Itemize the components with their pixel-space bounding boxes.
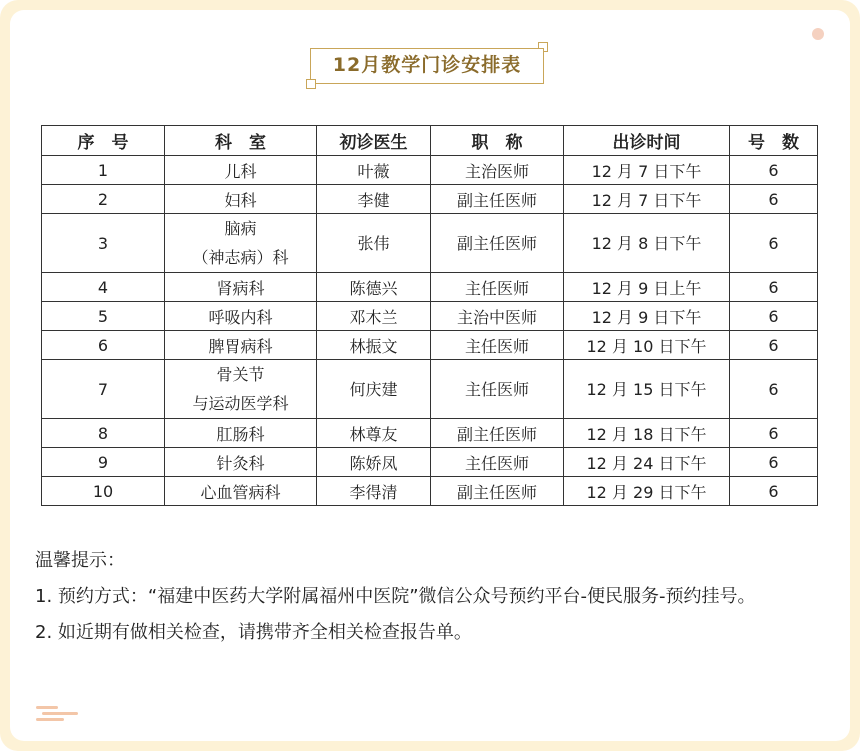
header-title: 职 称 (431, 126, 564, 156)
table-row (42, 331, 818, 360)
tips-item: 1. 预约方式：“福建中医药大学附属福州中医院”微信公众号预约平台-便民服务-预约挂号。 (35, 586, 756, 607)
cell-number: 3 (42, 214, 165, 273)
table-row (42, 302, 818, 331)
cell-department: 针灸科 (165, 448, 317, 477)
table-row (42, 156, 818, 185)
cell-doctor: 叶薇 (317, 156, 431, 185)
cell-count: 6 (730, 185, 818, 214)
cell-title: 副主任医师 (431, 477, 564, 506)
cell-time: 12 月 9 日上午 (564, 273, 730, 302)
decorative-dot (812, 28, 824, 40)
cell-time: 12 月 29 日下午 (564, 477, 730, 506)
cell-doctor: 林尊友 (317, 419, 431, 448)
table-row (42, 214, 818, 273)
cell-doctor: 林振文 (317, 331, 431, 360)
cell-department: 肾病科 (165, 273, 317, 302)
table-row (42, 448, 818, 477)
schedule-table (41, 125, 818, 506)
cell-doctor: 陈娇凤 (317, 448, 431, 477)
cell-count: 6 (730, 156, 818, 185)
cell-time: 12 月 10 日下午 (564, 331, 730, 360)
cell-department (165, 360, 317, 419)
cell-count: 6 (730, 477, 818, 506)
cell-title: 主任医师 (431, 448, 564, 477)
cell-title: 主任医师 (431, 360, 564, 419)
table-header-row (42, 126, 818, 156)
cell-title: 副主任医师 (431, 419, 564, 448)
header-department: 科 室 (165, 126, 317, 156)
cell-department: 呼吸内科 (165, 302, 317, 331)
department-line: （神志病）科 (192, 248, 289, 267)
cell-number: 10 (42, 477, 165, 506)
table-row (42, 185, 818, 214)
cell-doctor: 李健 (317, 185, 431, 214)
cell-time: 12 月 7 日下午 (564, 185, 730, 214)
cell-department: 儿科 (165, 156, 317, 185)
header-count: 号 数 (730, 126, 818, 156)
table-row (42, 360, 818, 419)
cell-number: 6 (42, 331, 165, 360)
cell-count: 6 (730, 448, 818, 477)
cell-title: 主治中医师 (431, 302, 564, 331)
cell-title: 副主任医师 (431, 214, 564, 273)
header-doctor: 初诊医生 (317, 126, 431, 156)
header-time: 出诊时间 (564, 126, 730, 156)
cell-department (165, 214, 317, 273)
cell-number: 2 (42, 185, 165, 214)
table-row (42, 477, 818, 506)
cell-department: 心血管病科 (165, 477, 317, 506)
table-row (42, 273, 818, 302)
cell-department: 妇科 (165, 185, 317, 214)
cell-number: 4 (42, 273, 165, 302)
cell-doctor: 邓木兰 (317, 302, 431, 331)
page-title: 12月教学门诊安排表 (310, 48, 544, 84)
cell-count: 6 (730, 302, 818, 331)
cell-time: 12 月 24 日下午 (564, 448, 730, 477)
cell-time: 12 月 7 日下午 (564, 156, 730, 185)
cell-count: 6 (730, 360, 818, 419)
department-line: 骨关节 (216, 365, 265, 384)
cell-title: 副主任医师 (431, 185, 564, 214)
cell-title: 主任医师 (431, 331, 564, 360)
cell-title: 主治医师 (431, 156, 564, 185)
cell-department: 脾胃病科 (165, 331, 317, 360)
cell-number: 1 (42, 156, 165, 185)
cell-count: 6 (730, 419, 818, 448)
title-corner-decoration (306, 79, 316, 89)
cell-number: 7 (42, 360, 165, 419)
cell-title: 主任医师 (431, 273, 564, 302)
tips-section (35, 545, 830, 653)
cell-doctor: 李得清 (317, 477, 431, 506)
cell-count: 6 (730, 273, 818, 302)
decorative-bars (36, 706, 78, 720)
tips-heading: 温馨提示： (35, 550, 125, 571)
cell-time: 12 月 15 日下午 (564, 360, 730, 419)
cell-number: 9 (42, 448, 165, 477)
header-number: 序 号 (42, 126, 165, 156)
table-row (42, 419, 818, 448)
department-line: 与运动医学科 (192, 394, 289, 413)
cell-count: 6 (730, 214, 818, 273)
cell-number: 5 (42, 302, 165, 331)
cell-doctor: 何庆建 (317, 360, 431, 419)
cell-doctor: 陈德兴 (317, 273, 431, 302)
cell-department: 肛肠科 (165, 419, 317, 448)
cell-count: 6 (730, 331, 818, 360)
cell-time: 12 月 18 日下午 (564, 419, 730, 448)
cell-doctor: 张伟 (317, 214, 431, 273)
cell-time: 12 月 8 日下午 (564, 214, 730, 273)
cell-time: 12 月 9 日下午 (564, 302, 730, 331)
cell-number: 8 (42, 419, 165, 448)
department-line: 脑病 (224, 219, 257, 238)
tips-item: 2. 如近期有做相关检查，请携带齐全相关检查报告单。 (35, 622, 472, 643)
